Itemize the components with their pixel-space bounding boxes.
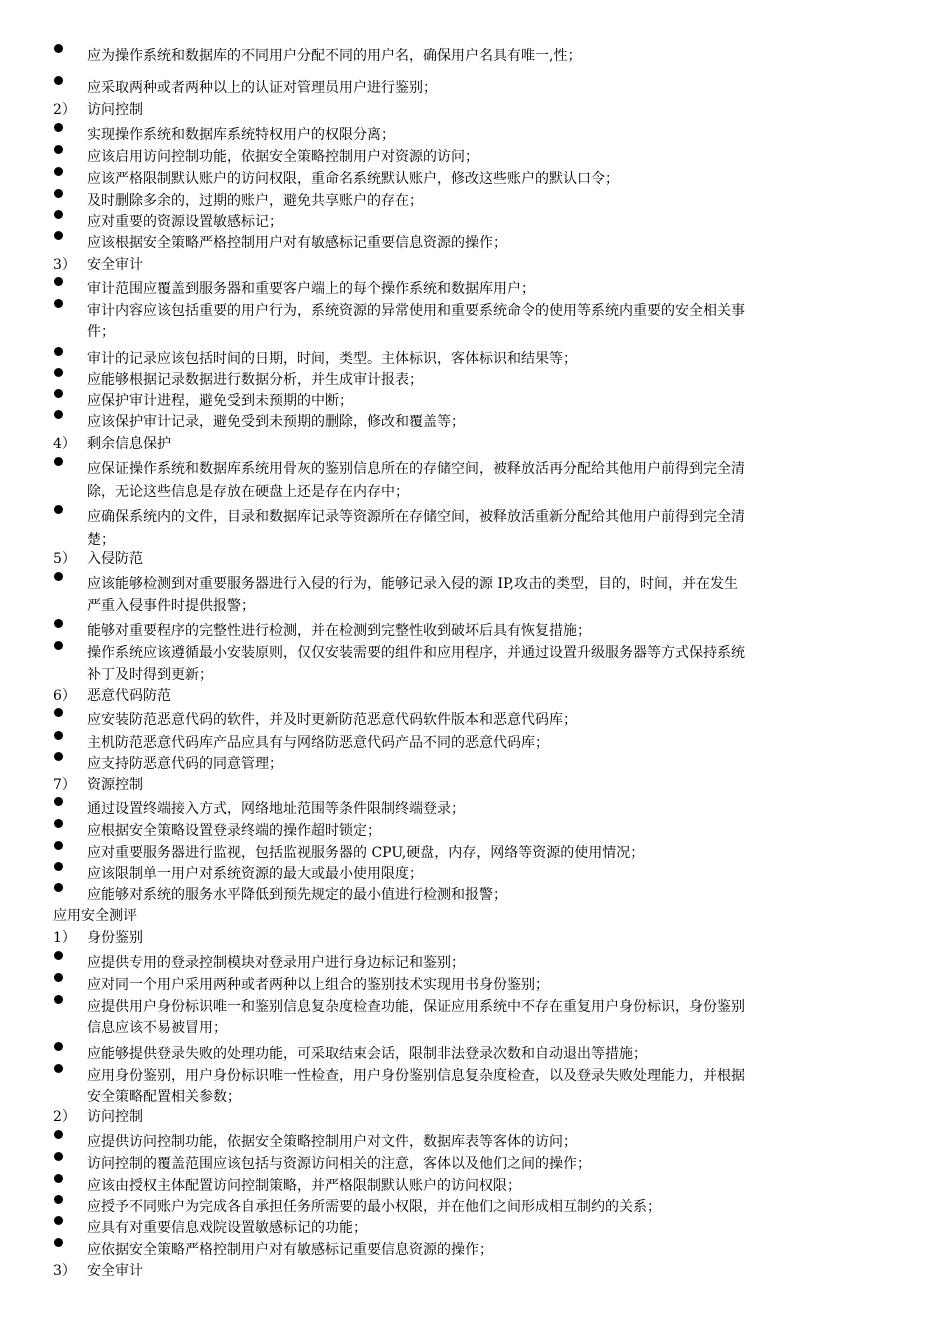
subsection-number: 7） — [53, 777, 76, 793]
bullet-dot-icon — [54, 44, 63, 53]
bullet-text: 应采取两种或者两种以上的认证对管理员用户进行鉴别； — [87, 80, 437, 96]
subsection-number: 3） — [53, 257, 76, 273]
subsection-title: 访问控制 — [87, 1109, 143, 1125]
bullet-dot-icon — [54, 210, 63, 219]
bullet-dot-icon — [54, 995, 63, 1004]
subsection-title: 恶意代码防范 — [87, 688, 171, 704]
bullet-text: 及时删除多余的，过期的账户，避免共享账户的存在； — [87, 193, 423, 209]
bullet-dot-icon — [54, 819, 63, 828]
bullet-dot-icon — [54, 410, 63, 419]
bullet-dot-icon — [54, 1216, 63, 1225]
subsection-number: 6） — [53, 688, 76, 704]
bullet-text: 访问控制的覆盖范围应该包括与资源访问相关的注意，客体以及他们之间的操作； — [87, 1156, 591, 1172]
bullet-text: 应授予不同账户为完成各自承担任务所需要的最小权限，并在他们之间形成相互制约的关系； — [87, 1199, 661, 1215]
bullet-text: 应能够根据记录数据进行数据分析，并生成审计报表； — [87, 372, 423, 388]
bullet-dot-icon — [54, 457, 63, 466]
bullet-text: 应根据安全策略设置登录终端的操作超时锁定； — [87, 823, 381, 839]
bullet-dot-icon — [54, 752, 63, 761]
bullet-text: 应安装防范恶意代码的软件，并及时更新防范恶意代码软件版本和恶意代码库； — [87, 712, 577, 728]
bullet-dot-icon — [54, 389, 63, 398]
bullet-text: 应保护审计进程，避免受到未预期的中断； — [87, 393, 353, 409]
bullet-text: 应该限制单一用户对系统资源的最大或最小使用限度； — [87, 866, 423, 882]
bullet-text: 应能够对系统的服务水平降低到预先规定的最小值进行检测和报警； — [87, 887, 507, 903]
bullet-dot-icon — [54, 641, 63, 650]
bullet-dot-icon — [54, 505, 63, 514]
bullet-text: 应提供访问控制功能，依据安全策略控制用户对文件，数据库表等客体的访问； — [87, 1134, 577, 1150]
bullet-dot-icon — [54, 841, 63, 850]
bullet-text: 应能够提供登录失败的处理功能，可采取结束会话，限制非法登录次数和自动退出等措施； — [87, 1046, 647, 1062]
bullet-dot-icon — [54, 347, 63, 356]
bullet-dot-icon — [54, 883, 63, 892]
bullet-text: 应依据安全策略严格控制用户对有敏感标记重要信息资源的操作； — [87, 1242, 493, 1258]
bullet-text: 应该保护审计记录，避免受到未预期的删除，修改和覆盖等； — [87, 414, 465, 430]
bullet-continuation-text: 楚； — [87, 532, 115, 548]
subsection-number: 3） — [53, 1263, 76, 1279]
bullet-text: 应具有对重要信息戏院设置敏感标记的功能； — [87, 1220, 367, 1236]
bullet-dot-icon — [54, 708, 63, 717]
subsection-number: 2） — [53, 1109, 76, 1125]
bullet-text: 应提供用户身份标识唯一和鉴别信息复杂度检查功能，保证应用系统中不存在重复用户身份标识，身份鉴别 — [87, 999, 745, 1015]
subsection-title: 安全审计 — [87, 1263, 143, 1279]
bullet-text: 应对重要的资源设置敏感标记； — [87, 214, 283, 230]
bullet-dot-icon — [54, 619, 63, 628]
bullet-dot-icon — [54, 1152, 63, 1161]
bullet-dot-icon — [54, 1064, 63, 1073]
bullet-dot-icon — [54, 1238, 63, 1247]
bullet-dot-icon — [54, 299, 63, 308]
bullet-text: 应提供专用的登录控制模块对登录用户进行身边标记和鉴别； — [87, 955, 465, 971]
bullet-text: 应该由授权主体配置访问控制策略，并严格限制默认账户的访问权限； — [87, 1178, 521, 1194]
subsection-title: 访问控制 — [87, 102, 143, 118]
subsection-title: 剩余信息保护 — [87, 436, 171, 452]
bullet-dot-icon — [54, 1195, 63, 1204]
subsection-number: 2） — [53, 102, 76, 118]
subsection-title: 资源控制 — [87, 777, 143, 793]
bullet-dot-icon — [54, 76, 63, 85]
bullet-dot-icon — [54, 951, 63, 960]
bullet-dot-icon — [54, 1042, 63, 1051]
bullet-continuation-text: 补丁及时得到更新； — [87, 667, 213, 683]
bullet-text: 应该严格限制默认账户的访问权限，重命名系统默认账户，修改这些账户的默认口令； — [87, 171, 619, 187]
bullet-continuation-text: 除，无论这些信息是存放在硬盘上还是存在内存中； — [87, 484, 409, 500]
bullet-text: 审计的记录应该包括时间的日期，时间，类型。主体标识，客体标识和结果等； — [87, 351, 577, 367]
bullet-dot-icon — [54, 1174, 63, 1183]
bullet-dot-icon — [54, 862, 63, 871]
bullet-text: 通过设置终端接入方式，网络地址范围等条件限制终端登录； — [87, 801, 465, 817]
bullet-text: 应该能够检测到对重要服务器进行入侵的行为，能够记录入侵的源 IP,攻击的类型，目的，时间，并在发生 — [87, 576, 739, 592]
subsection-title: 身份鉴别 — [87, 930, 143, 946]
bullet-dot-icon — [54, 123, 63, 132]
bullet-text: 应支持防恶意代码的同意管理； — [87, 756, 283, 772]
bullet-dot-icon — [54, 189, 63, 198]
bullet-dot-icon — [54, 368, 63, 377]
bullet-dot-icon — [54, 231, 63, 240]
bullet-dot-icon — [54, 797, 63, 806]
bullet-continuation-text: 安全策略配置相关参数； — [87, 1089, 241, 1105]
bullet-dot-icon — [54, 277, 63, 286]
bullet-dot-icon — [54, 145, 63, 154]
subsection-number: 5） — [53, 551, 76, 567]
bullet-dot-icon — [54, 1130, 63, 1139]
bullet-text: 应确保系统内的文件，目录和数据库记录等资源所在存储空间，被释放活重新分配给其他用户前得到完全清 — [87, 509, 745, 525]
bullet-text: 应对重要服务器进行监视，包括监视服务器的 CPU,硬盘，内存，网络等资源的使用情况； — [87, 845, 645, 861]
bullet-continuation-text: 严重入侵事件时提供报警； — [87, 598, 255, 614]
bullet-text: 实现操作系统和数据库系统特权用户的权限分离； — [87, 127, 395, 143]
bullet-dot-icon — [54, 973, 63, 982]
bullet-text: 应保证操作系统和数据库系统用骨灰的鉴别信息所在的存储空间，被释放活再分配给其他用户前得到完全清 — [87, 461, 745, 477]
bullet-text: 能够对重要程序的完整性进行检测，并在检测到完整性收到破坏后具有恢复措施； — [87, 623, 591, 639]
bullet-text: 应为操作系统和数据库的不同用户分配不同的用户名，确保用户名具有唯一,性； — [87, 48, 582, 64]
bullet-continuation-text: 信息应该不易被冒用； — [87, 1020, 227, 1036]
subsection-number: 4） — [53, 436, 76, 452]
bullet-text: 应该启用访问控制功能，依据安全策略控制用户对资源的访问； — [87, 149, 479, 165]
section-title: 应用安全测评 — [53, 908, 137, 924]
bullet-dot-icon — [54, 572, 63, 581]
bullet-dot-icon — [54, 167, 63, 176]
bullet-text: 操作系统应该遵循最小安装原则，仅仅安装需要的组件和应用程序，并通过设置升级服务器等方式保持系统 — [87, 645, 745, 661]
subsection-title: 入侵防范 — [87, 551, 143, 567]
bullet-dot-icon — [54, 731, 63, 740]
subsection-number: 1） — [53, 930, 76, 946]
bullet-continuation-text: 件； — [87, 324, 115, 340]
bullet-text: 审计范围应覆盖到服务器和重要客户端上的每个操作系统和数据库用户； — [87, 281, 535, 297]
bullet-text: 应该根据安全策略严格控制用户对有敏感标记重要信息资源的操作； — [87, 235, 507, 251]
bullet-text: 应用身份鉴别，用户身份标识唯一性检查，用户身份鉴别信息复杂度检查，以及登录失败处理能力，并根据 — [87, 1068, 745, 1084]
bullet-text: 审计内容应该包括重要的用户行为，系统资源的异常使用和重要系统命令的使用等系统内重要的安全相关事 — [87, 303, 745, 319]
bullet-text: 应对同一个用户采用两种或者两种以上组合的鉴别技术实现用书身份鉴别； — [87, 977, 549, 993]
bullet-text: 主机防范恶意代码库产品应具有与网络防恶意代码产品不同的恶意代码库； — [87, 735, 549, 751]
subsection-title: 安全审计 — [87, 257, 143, 273]
